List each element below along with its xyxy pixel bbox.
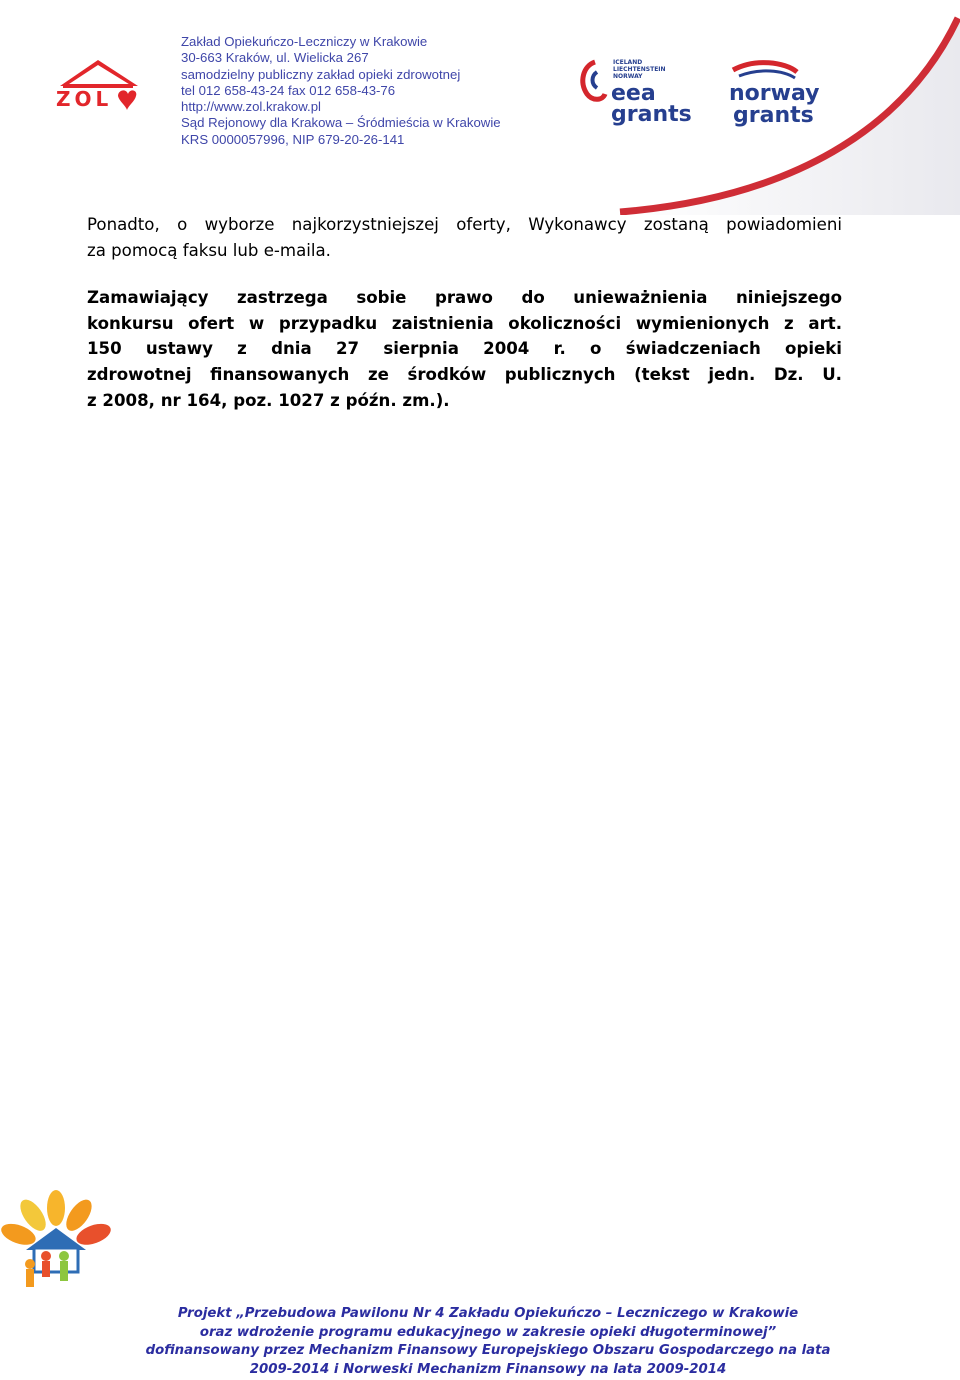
institution-type: samodzielny publiczny zakład opieki zdrowotnej [181, 66, 461, 82]
footer-line: 2009-2014 i Norweski Mechanizm Finansowy na lata 2009-2014 [249, 1361, 727, 1377]
eea-grants-word: grants [611, 102, 692, 127]
eea-country-iceland: ICELAND [613, 59, 643, 66]
footer-line: Projekt „Przebudowa Pawilonu Nr 4 Zakładu Opiekuńczo – Leczniczego w Krakowie [177, 1306, 799, 1321]
eea-grants-logo [575, 50, 715, 130]
norway-grants-word: grants [733, 103, 814, 128]
institution-website: http://www.zol.krakow.pl [181, 99, 321, 115]
paragraph-line: 150 ustawy z dnia 27 sierpnia 2004 r. o świadczeniach opieki [87, 339, 842, 359]
paragraph-line: Ponadto, o wyborze najkorzystniejszej oferty, Wykonawcy zostaną powiadomieni [87, 215, 842, 234]
eea-country-liechtenstein: LIECHTENSTEIN [613, 66, 666, 73]
paragraph-line: z 2008, nr 164, poz. 1027 z późn. zm.). [87, 390, 450, 410]
project-footer [0, 1305, 960, 1379]
zol-logo [50, 56, 140, 118]
project-sun-house-logo [0, 1190, 115, 1308]
paragraph-line: za pomocą faksu lub e-maila. [87, 240, 331, 260]
footer-line: dofinansowany przez Mechanizm Finansowy Europejskiego Obszaru Gospodarczego na lata [145, 1343, 831, 1358]
paragraph-notification [87, 212, 842, 263]
eea-country-norway: NORWAY [613, 73, 643, 80]
zol-logo-text: ZOL [56, 87, 113, 111]
institution-address: 30-663 Kraków, ul. Wielicka 267 [181, 50, 369, 66]
institution-name: Zakład Opiekuńczo-Leczniczy w Krakowie [181, 34, 428, 49]
norway-word: norway [729, 81, 820, 106]
institution-phone: tel 012 658-43-24 fax 012 658-43-76 [181, 82, 396, 98]
paragraph-reservation [87, 285, 842, 414]
norway-grants-logo [725, 60, 840, 128]
paragraph-line: zdrowotnej finansowanych ze środków publicznych (tekst jedn. Dz. U. [87, 365, 842, 385]
header-info [181, 34, 501, 148]
institution-krs: KRS 0000057996, NIP 679-20-26-141 [181, 131, 405, 147]
eea-word: eea [611, 81, 656, 106]
paragraph-line: konkursu ofert w przypadku zaistnienia okoliczności wymienionych z art. [87, 313, 842, 333]
footer-line: oraz wdrożenie programu edukacyjnego w zakresie opieki długoterminowej” [199, 1324, 777, 1340]
paragraph-line: Zamawiający zastrzega sobie prawo do unieważnienia niniejszego [87, 288, 842, 307]
institution-court: Sąd Rejonowy dla Krakowa – Śródmieścia w Krakowie [181, 115, 501, 131]
